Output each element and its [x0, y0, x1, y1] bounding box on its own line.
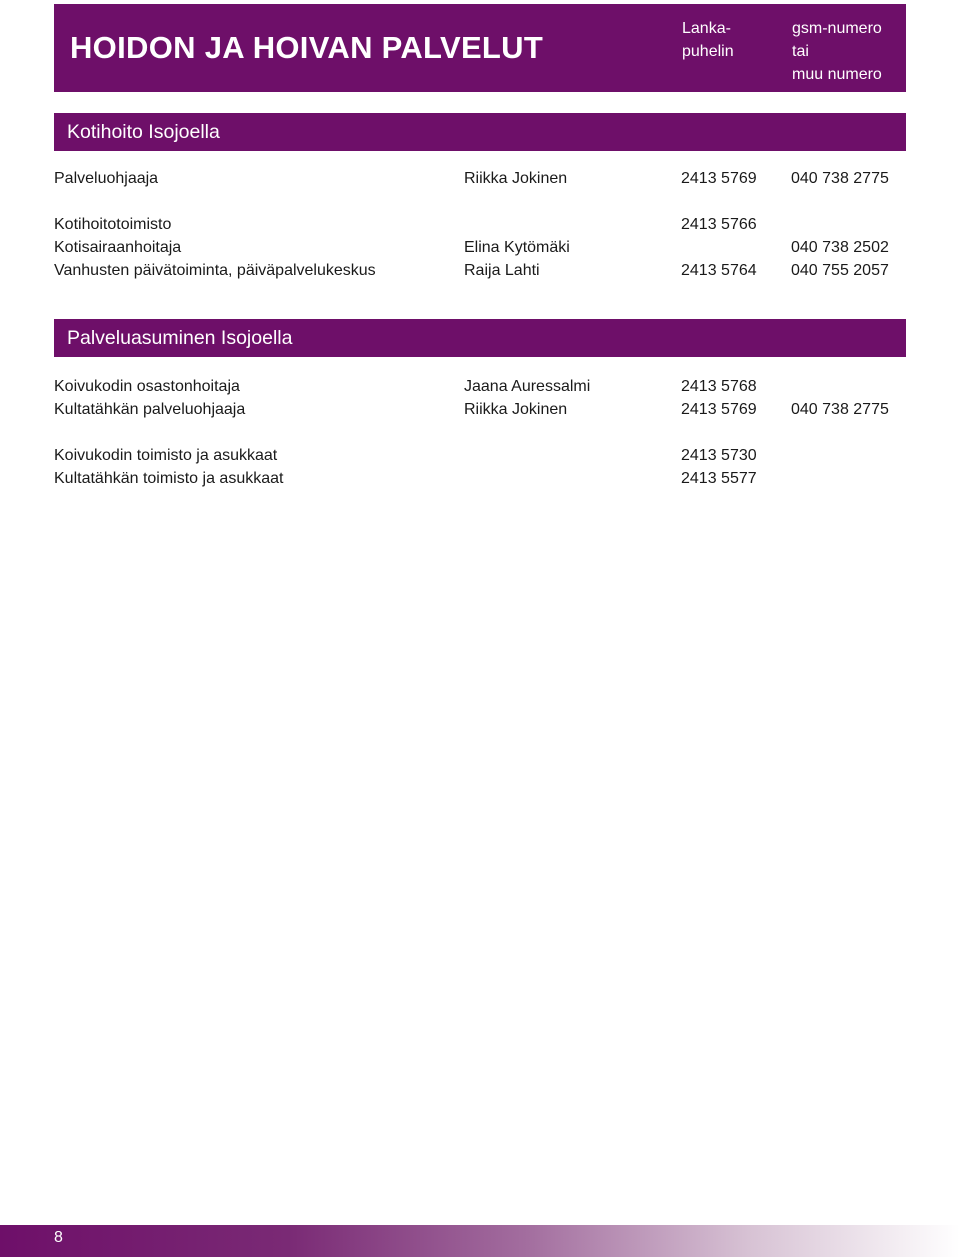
table-row [0, 375, 960, 398]
table-row [0, 167, 960, 190]
table-row [0, 444, 960, 467]
column-header-line: tai [792, 43, 809, 60]
role-cell: Kotihoitotoimisto [54, 216, 172, 233]
page-number: 8 [54, 1229, 63, 1246]
column-header-landline [682, 17, 734, 63]
role-cell: Vanhusten päivätoiminta, päiväpalvelukeskus [54, 262, 376, 279]
table-row [0, 236, 960, 259]
mobile-cell: 040 738 2502 [791, 239, 889, 256]
page-title: HOIDON JA HOIVAN PALVELUT [70, 30, 544, 65]
role-cell: Palveluohjaaja [54, 170, 159, 187]
role-cell: Koivukodin toimisto ja asukkaat [54, 447, 278, 464]
name-cell: Jaana Auressalmi [464, 378, 591, 395]
role-cell: Koivukodin osastonhoitaja [54, 378, 240, 395]
mobile-cell: 040 738 2775 [791, 170, 889, 187]
role-cell: Kotisairaanhoitaja [54, 239, 182, 256]
table-row [0, 398, 960, 421]
column-header-mobile [792, 17, 882, 86]
landline-cell: 2413 5769 [681, 170, 757, 187]
column-header-line: gsm-numero [792, 20, 882, 37]
section-header-palveluasuminen [54, 319, 906, 357]
table-row [0, 467, 960, 490]
landline-cell: 2413 5730 [681, 447, 757, 464]
column-header-line: Lanka- [682, 20, 731, 37]
landline-cell: 2413 5769 [681, 401, 757, 418]
landline-cell: 2413 5577 [681, 470, 757, 487]
name-cell: Riikka Jokinen [464, 401, 568, 418]
role-cell: Kultatähkän palveluohjaaja [54, 401, 246, 418]
name-cell: Raija Lahti [464, 262, 540, 279]
page-footer [0, 1225, 960, 1257]
name-cell: Elina Kytömäki [464, 239, 570, 256]
role-cell: Kultatähkän toimisto ja asukkaat [54, 470, 284, 487]
table-row [0, 259, 960, 282]
landline-cell: 2413 5766 [681, 216, 757, 233]
column-header-line: puhelin [682, 43, 734, 60]
mobile-cell: 040 738 2775 [791, 401, 889, 418]
landline-cell: 2413 5768 [681, 378, 757, 395]
mobile-cell: 040 755 2057 [791, 262, 889, 279]
column-header-line: muu numero [792, 66, 882, 83]
name-cell: Riikka Jokinen [464, 170, 568, 187]
section-header-kotihoito [54, 113, 906, 151]
table-row [0, 213, 960, 236]
section-title: Kotihoito Isojoella [67, 121, 220, 143]
landline-cell: 2413 5764 [681, 262, 757, 279]
page-header [54, 4, 906, 92]
section-title: Palveluasuminen Isojoella [67, 327, 293, 349]
